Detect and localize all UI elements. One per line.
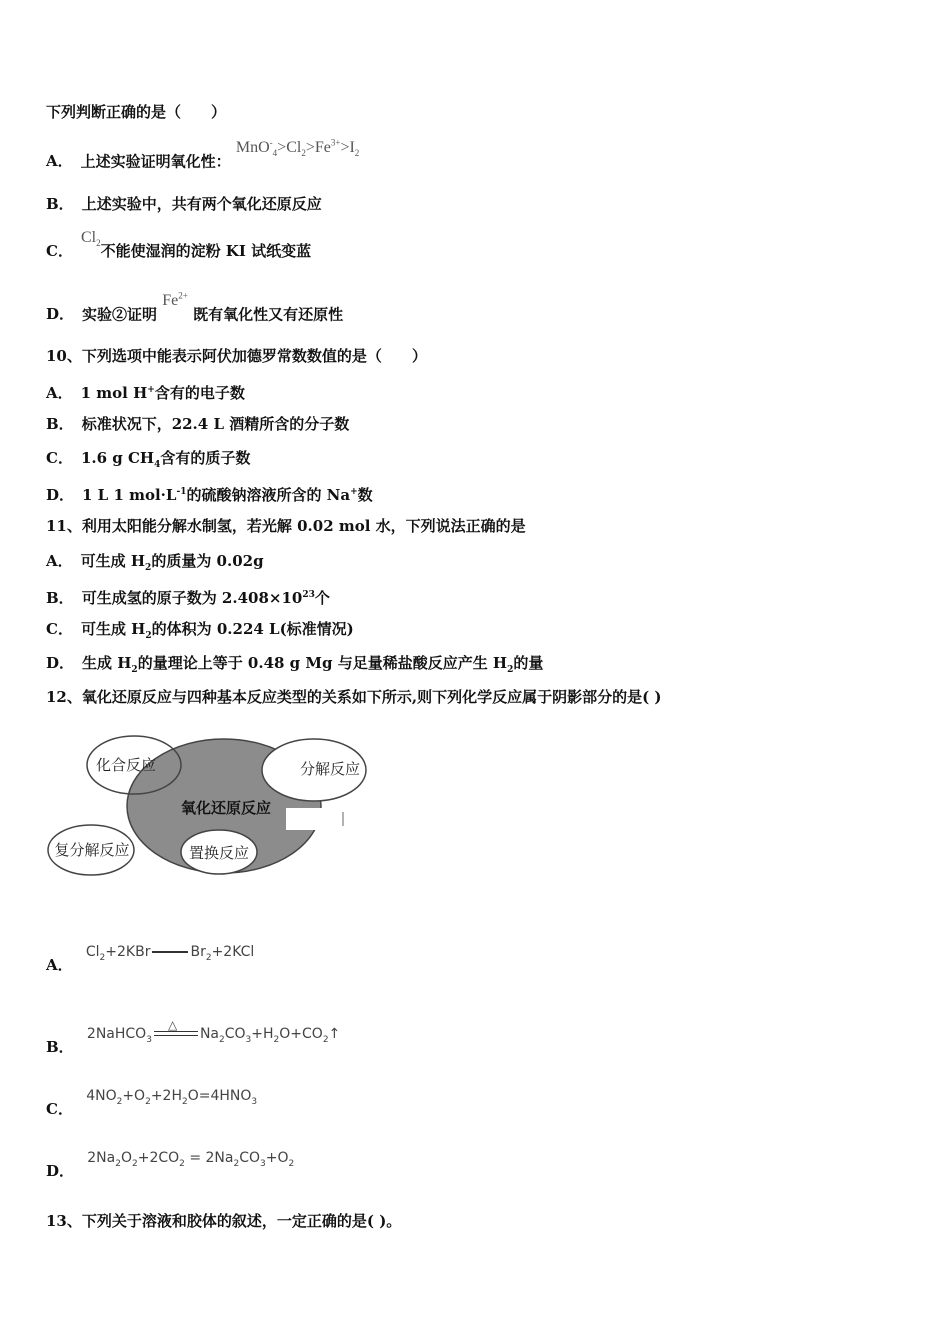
- q9-d-formula: $Fe^{2+}$: [162, 291, 188, 310]
- option-label: C．: [46, 620, 73, 638]
- q11-option-d: D． 生成 $H_2$的量理论上等于 0.48 g Mg 与足量稀盐酸反应产生 $H_2$的量: [46, 654, 544, 675]
- q9-option-d: D． 实验②证明 $Fe^{2+}$ 既有氧化性又有还原性: [46, 291, 344, 324]
- option-label: B．: [46, 1038, 74, 1056]
- q11-option-c: C． 可生成 $H_2$的体积为 0.224 L(标准情况): [46, 620, 354, 641]
- option-label: A．: [46, 384, 73, 402]
- label-double-displacement: 复分解反应: [54, 841, 130, 859]
- q12-d-equation: $2Na_2O_2+2CO_2 = 2Na_2CO_3+O_2$: [87, 1150, 295, 1169]
- reaction-types-venn-diagram: [46, 730, 376, 880]
- q11-option-b: B． 可生成氢的原子数为 $2.408\times 10^{23}$个: [46, 589, 330, 607]
- label-decomposition: 分解反应: [299, 760, 361, 778]
- q9-a-formula: $MnO^-_4>Cl_2>Fe^{3+}>I_2$: [235, 138, 360, 159]
- option-label: B．: [46, 589, 74, 607]
- q10-stem: 10、下列选项中能表示阿伏加德罗常数数值的是（ ）: [46, 347, 427, 365]
- q12-option-b: [46, 1018, 341, 1064]
- q9-option-c: C．$Cl_2$不能使湿润的淀粉 KI 试纸变蓝: [46, 229, 312, 260]
- option-label: C．: [46, 449, 73, 467]
- equation-line: [152, 951, 188, 953]
- whiteout-patch: [286, 808, 350, 830]
- q9-option-a: A． 上述实验证明氧化性： $MnO^-_4>Cl_2>Fe^{3+}>I_2$: [46, 138, 360, 171]
- q10-option-c: C． 1.6 g $CH_4$含有的质子数: [46, 449, 251, 470]
- label-displacement: 置换反应: [188, 844, 250, 862]
- q10-option-b: B． 标准状况下，22.4 L 酒精所含的分子数: [46, 415, 350, 433]
- gas-arrow-icon: ↑: [328, 1026, 341, 1042]
- q12-a-equation: $Cl_2+2KBr$ $Br_2+2KCl$: [85, 944, 255, 963]
- option-label: D．: [46, 486, 75, 504]
- option-label: A．: [46, 152, 73, 171]
- option-label: B．: [46, 195, 74, 213]
- option-label: D．: [46, 654, 75, 672]
- option-label: A．: [46, 552, 73, 570]
- q12-option-d: [46, 1150, 295, 1188]
- q13-stem: 13、下列关于溶液和胶体的叙述，一定正确的是( )。: [46, 1212, 402, 1230]
- q12-stem: 12、氧化还原反应与四种基本反应类型的关系如下所示,则下列化学反应属于阴影部分的是( ): [46, 688, 662, 706]
- label-combination: 化合反应: [95, 756, 157, 774]
- q12-b-equation: 2NaHCO$_3$ △ $Na_2CO_3+H_2O+CO_2↑$: [87, 1026, 340, 1042]
- heat-triangle-icon: △: [167, 1018, 178, 1032]
- q12-option-a: [46, 944, 255, 982]
- q12-option-c: [46, 1088, 258, 1126]
- q11-option-a: A． 可生成 $H_2$的质量为 0.02g: [46, 552, 264, 573]
- q11-stem: 11、利用太阳能分解水制氢，若光解 0.02 mol 水，下列说法正确的是: [46, 517, 526, 535]
- heating-condition-equals: [154, 1018, 198, 1041]
- q9-c-formula: $Cl_2$: [80, 229, 101, 249]
- option-label: C．: [46, 1100, 73, 1118]
- q9-stem: 下列判断正确的是（ ）: [46, 103, 227, 121]
- q10-option-d: D． 1 L 1 $mol\cdot L^{-1}$的硫酸钠溶液所含的 Na+数: [46, 486, 373, 504]
- option-label: B．: [46, 415, 74, 433]
- q9-option-b: B． 上述实验中，共有两个氧化还原反应: [46, 195, 322, 213]
- q10-option-a: A． 1 mol H+含有的电子数: [46, 384, 245, 402]
- label-redox: 氧化还原反应: [180, 799, 272, 817]
- option-label: C．: [46, 242, 73, 260]
- option-label: D．: [46, 1162, 75, 1180]
- option-label: D．: [46, 305, 75, 324]
- q12-c-equation: $4NO_2+O_2+2H_2O=4HNO_3$: [86, 1088, 258, 1107]
- option-label: A．: [46, 956, 73, 974]
